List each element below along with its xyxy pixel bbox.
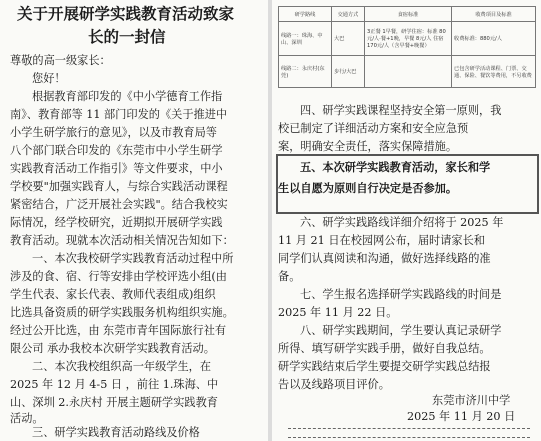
section-1-line: 限公司 承办我校本次研学实践教育活动。 <box>10 342 215 355</box>
body-line: 学校要"加强实践育人，与综合实践活动课程 <box>10 180 228 193</box>
letter-title-line-2: 长的一封信 <box>88 27 166 46</box>
table-header: 收费项目及标准 <box>452 7 536 22</box>
section-6-line: 11 月 21 日在校园网公布，届时请家长和 <box>278 234 485 247</box>
body-line: 八个部门联合印发的《东莞市中小学生研学 <box>10 144 223 157</box>
section-7-line: 七、学生报名选择研学实践路线的时间是 <box>300 288 502 301</box>
section-6-line: 六、研学实践路线详细介绍将于 2025 年 <box>300 216 504 229</box>
section-1-line: 涉及的食、宿、行等安排由学校评选小组(由 <box>10 270 227 283</box>
right-page <box>272 0 541 441</box>
body-line: 教育活动。现就本次活动相关情况告知如下： <box>10 234 234 247</box>
table-cell-route: 线路二：永庆村(东莞) <box>279 56 332 88</box>
body-line: 实践教育活动工作指引》等文件要求，中小 <box>10 162 223 175</box>
table-header: 研学路线 <box>279 7 332 22</box>
section-8-line: 告以及线路项目评价。 <box>278 378 390 391</box>
body-line: 小学生研学旅行的意见》，以及市教育局等 <box>10 126 217 139</box>
tear-off-divider <box>288 437 530 438</box>
table-cell-fee: 已包含研学活动课程、门票、交通、保险、餐饮等费用，不另收费 <box>452 56 536 88</box>
section-4-line: 四、研学实践课程坚持安全第一原则，我 <box>300 104 502 117</box>
section-7-line: 2025 年 11 月 22 日。 <box>278 306 398 319</box>
greeting: 您好！ <box>32 72 66 85</box>
body-line: 紧密结合，广泛开展社会实践"。结合我校实 <box>10 198 228 211</box>
section-1-line: 比选具备资质的研学实践服务机构组织实施。 <box>10 306 234 319</box>
left-page <box>0 0 268 441</box>
section-5-line: 五、本次研学实践教育活动，家长和学 <box>300 160 491 174</box>
table-cell-fee: 收费标准：880元/人 <box>452 22 536 56</box>
section-6-line: 备。 <box>278 270 301 283</box>
section-4-line: 校已制定了详细活动方案和安全应急预 <box>278 122 469 135</box>
section-8-line: 研学实践结束后学生要提交研学实践总结报 <box>278 360 491 373</box>
body-line: 南》、教育部等 11 部门印发的《关于推进中 <box>10 108 228 121</box>
body-line: 际情况，经学校研究，近期拟开展研学实践 <box>10 216 223 229</box>
section-1-line: 学生代表、家长代表、教师代表组成)组织 <box>10 288 216 301</box>
table-header: 交通方式 <box>332 7 365 22</box>
section-1-line: 经过公开比选，由 东莞市青年国际旅行社有 <box>10 324 227 337</box>
table-cell-lodging: 3正餐 1早餐，研学住宿：标准 80元/人·餐+1晚，早餐 8元/人 住宿 170元/人（含早餐+晚餐） <box>365 22 452 56</box>
section-6-line: 同学们认真阅读和沟通，做好选择线路的准 <box>278 252 491 265</box>
school-signature: 东莞市济川中学 <box>432 394 511 407</box>
section-2-line: 二、本次我校组织高一年级学生，在 <box>32 360 212 373</box>
section-2-line: 2025 年 12 月 4-5 日 ，前往 1.珠海、中 <box>10 378 219 391</box>
letter-date: 2025 年 11 月 20 日 <box>407 410 516 423</box>
section-8-line: 所得、填写研学实践手册，做好自我总结。 <box>278 342 491 355</box>
section-8-line: 八、研学实践期间，学生要认真记录研学 <box>300 324 502 337</box>
table-header: 食宿标准 <box>365 7 452 22</box>
table-cell-route: 线路一：珠海、中山、深圳 <box>279 22 332 56</box>
table-cell-transport: 大巴 <box>332 22 365 56</box>
letter-title-line-1: 关于开展研学实践教育活动致家 <box>17 4 235 23</box>
section-3-heading: 三、研学实践教育活动路线及价格 <box>32 426 200 439</box>
tear-off-divider <box>288 428 530 429</box>
table-header-row <box>279 7 536 22</box>
section-1-line: 一、本次我校研学实践教育活动过程中所 <box>32 252 234 265</box>
section-5-line: 生以自愿为原则自行决定是否参加。 <box>278 181 458 195</box>
table-cell-transport: 步行/大巴 <box>332 56 365 88</box>
table-cell-lodging <box>365 56 452 88</box>
table-row <box>279 56 536 88</box>
route-price-table <box>278 6 536 88</box>
section-2-line: 山、深圳 2.永庆村 开展主题研学实践教育 <box>10 396 218 409</box>
section-4-line: 案，明确安全责任，落实保障措施。 <box>278 140 458 153</box>
table-row <box>279 22 536 56</box>
section-2-line: 活动。 <box>10 412 44 425</box>
body-line: 根据教育部印发的《中小学德育工作指 <box>32 90 223 103</box>
salutation: 尊敬的高一级家长： <box>10 54 111 67</box>
